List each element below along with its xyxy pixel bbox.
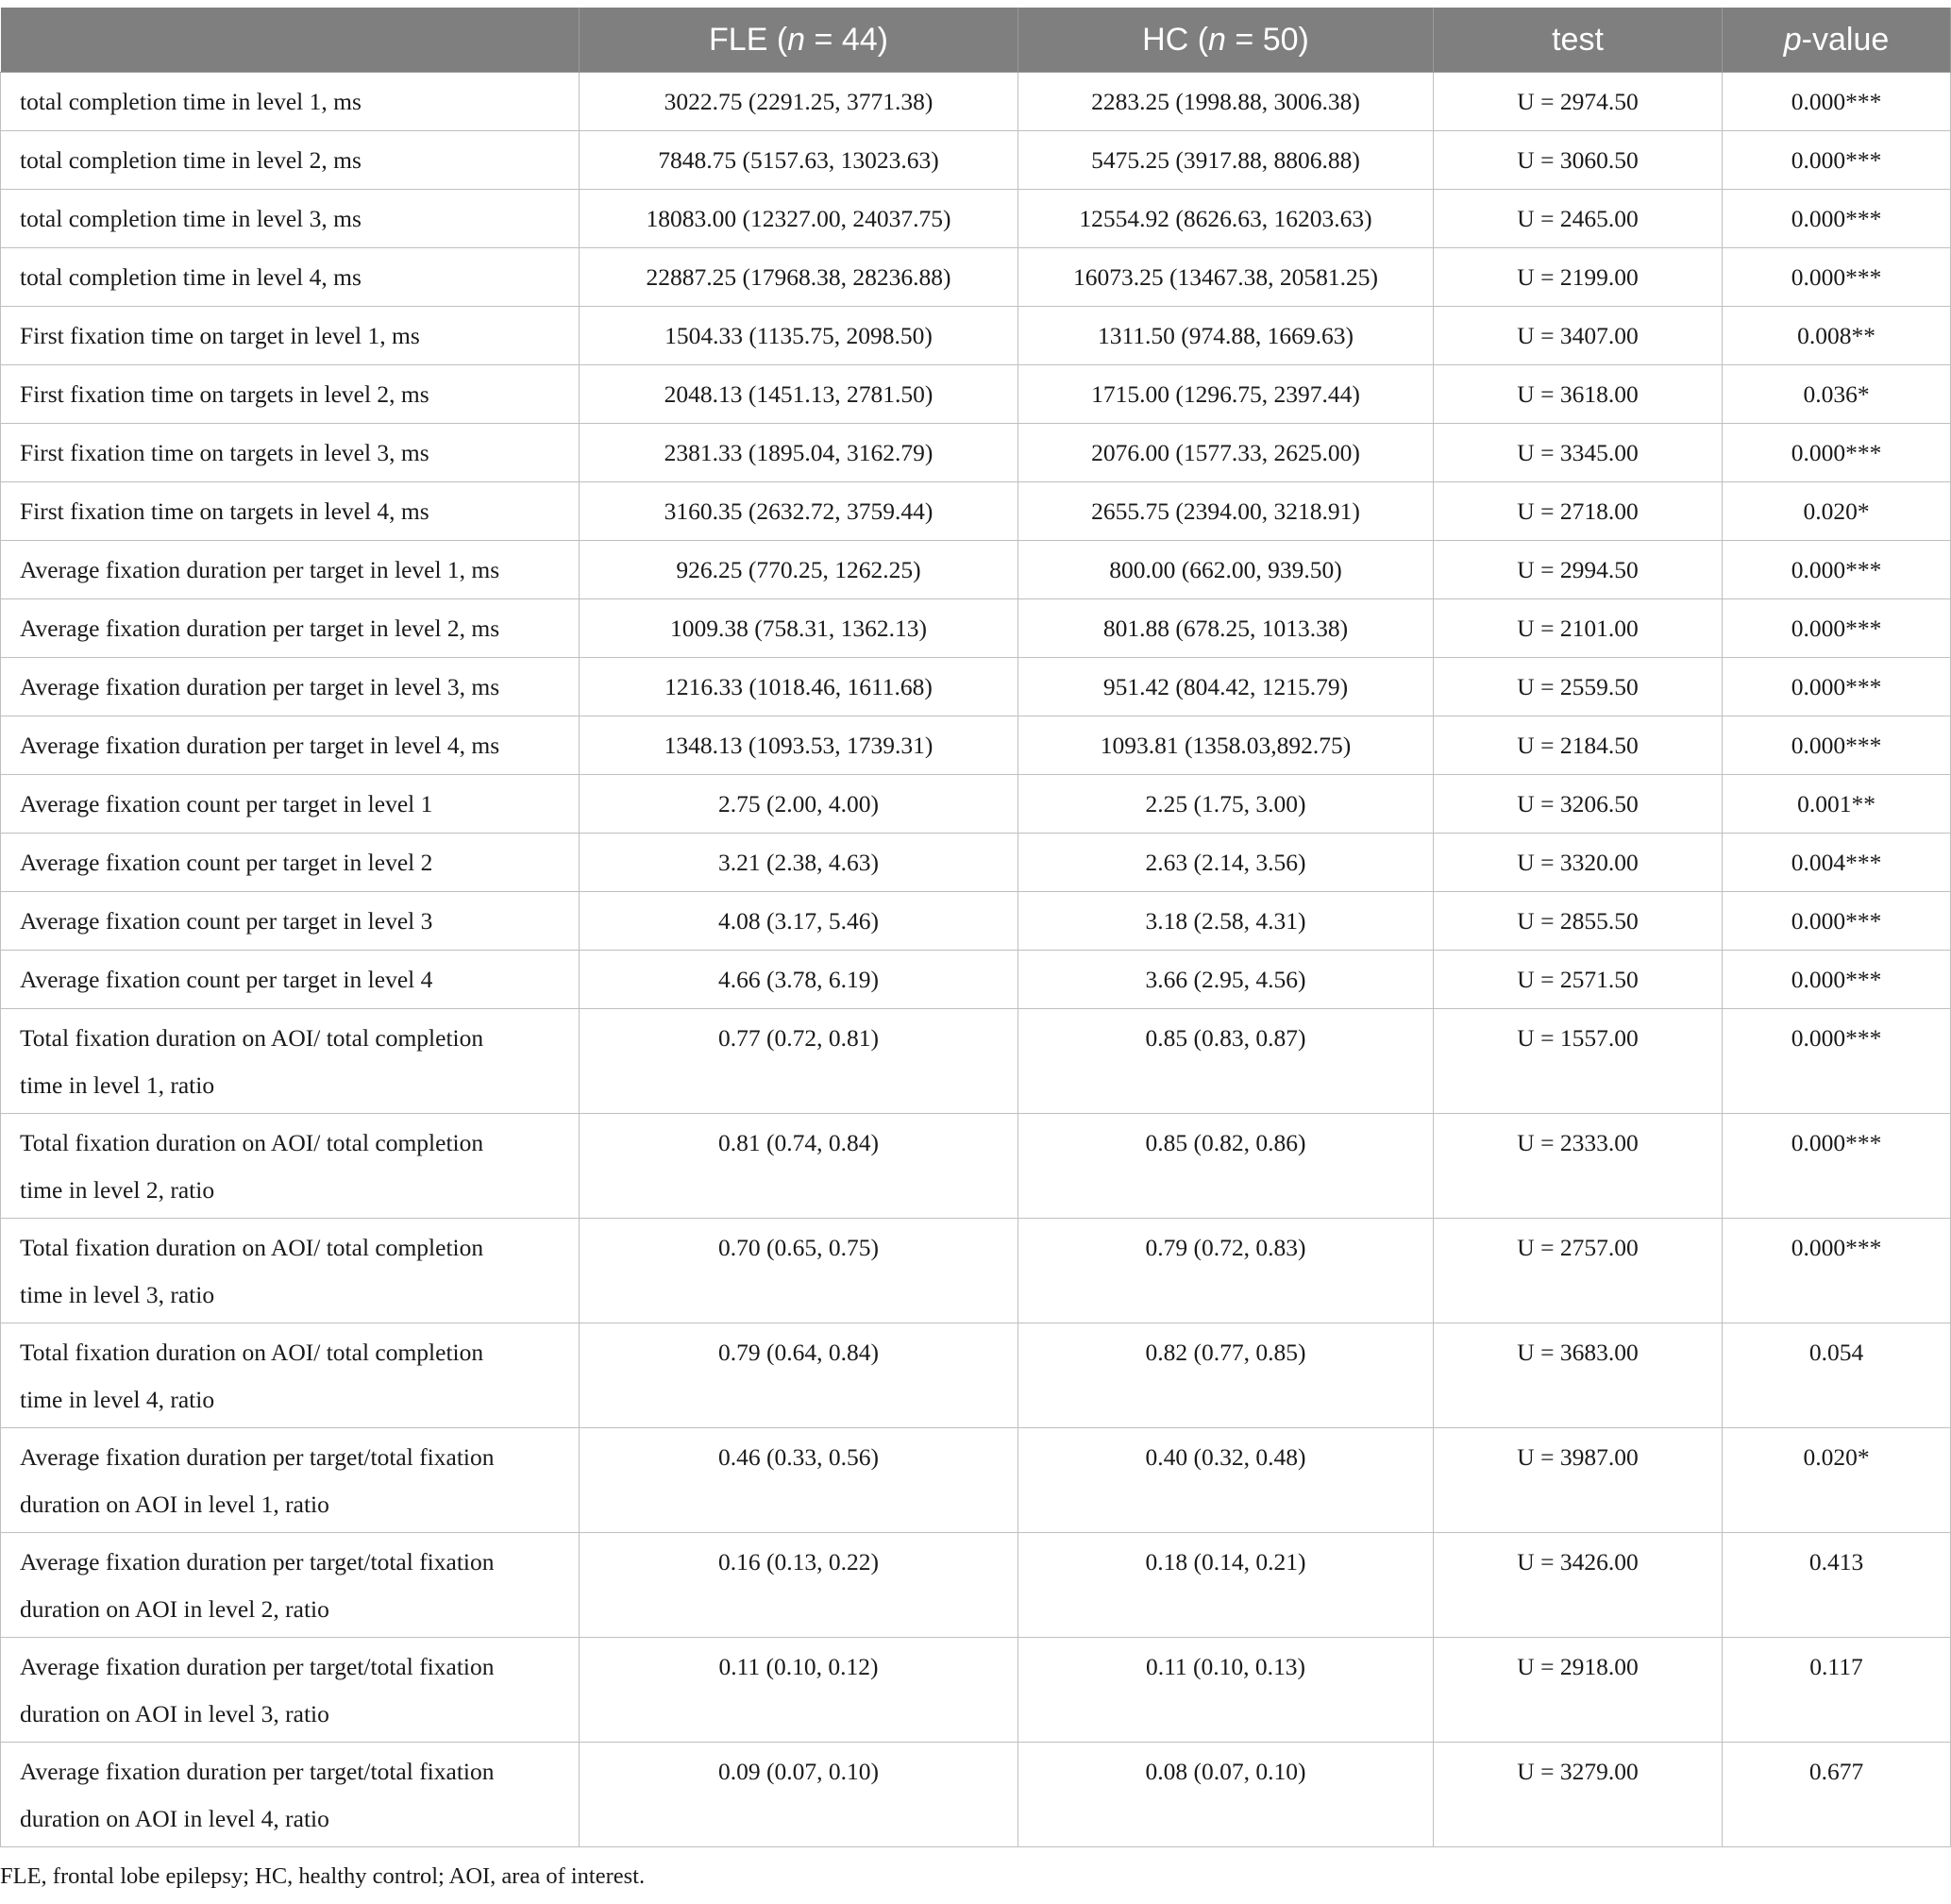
test-statistic: U = 3279.00 <box>1434 1743 1723 1847</box>
fle-value: 0.79 (0.64, 0.84) <box>580 1323 1018 1428</box>
p-value: 0.000*** <box>1723 190 1951 248</box>
fle-value: 0.16 (0.13, 0.22) <box>580 1533 1018 1638</box>
header-fle: FLE (n = 44) <box>580 8 1018 73</box>
table-row <box>1 1323 1951 1428</box>
table-footnote: FLE, frontal lobe epilepsy; HC, healthy control; AOI, area of interest. <box>0 1863 646 1889</box>
hc-value: 0.18 (0.14, 0.21) <box>1018 1533 1434 1638</box>
test-statistic: U = 3618.00 <box>1434 365 1723 424</box>
test-statistic: U = 2994.50 <box>1434 541 1723 599</box>
test-statistic: U = 2101.00 <box>1434 599 1723 658</box>
table-row <box>1 599 1951 658</box>
hc-value: 1093.81 (1358.03,892.75) <box>1018 716 1434 775</box>
fle-value: 2.75 (2.00, 4.00) <box>580 775 1018 834</box>
results-table <box>0 8 1951 1847</box>
fle-value: 2381.33 (1895.04, 3162.79) <box>580 424 1018 482</box>
row-label-line-1: Average fixation duration per target/total fixation <box>20 1653 495 1680</box>
header-measure <box>1 8 580 73</box>
row-label-line-1: Total fixation duration on AOI/ total completion <box>20 1024 484 1052</box>
test-statistic: U = 2184.50 <box>1434 716 1723 775</box>
p-value: 0.020* <box>1723 482 1951 541</box>
p-value: 0.000*** <box>1723 1219 1951 1323</box>
p-value: 0.004*** <box>1723 834 1951 892</box>
table-row <box>1 190 1951 248</box>
row-label <box>1 1219 580 1323</box>
hc-value: 12554.92 (8626.63, 16203.63) <box>1018 190 1434 248</box>
fle-value: 4.08 (3.17, 5.46) <box>580 892 1018 951</box>
row-label-line-2: duration on AOI in level 4, ratio <box>20 1805 329 1832</box>
row-label: First fixation time on targets in level 2, ms <box>1 365 580 424</box>
hc-value: 0.40 (0.32, 0.48) <box>1018 1428 1434 1533</box>
row-label <box>1 1638 580 1743</box>
p-value: 0.677 <box>1723 1743 1951 1847</box>
fle-value: 4.66 (3.78, 6.19) <box>580 951 1018 1009</box>
table-row <box>1 541 1951 599</box>
row-label: Average fixation count per target in level 2 <box>1 834 580 892</box>
fle-value: 1504.33 (1135.75, 2098.50) <box>580 307 1018 365</box>
fle-value: 18083.00 (12327.00, 24037.75) <box>580 190 1018 248</box>
p-value: 0.000*** <box>1723 658 1951 716</box>
row-label: First fixation time on targets in level 3, ms <box>1 424 580 482</box>
row-label: Average fixation duration per target in level 1, ms <box>1 541 580 599</box>
fle-value: 22887.25 (17968.38, 28236.88) <box>580 248 1018 307</box>
table-row <box>1 307 1951 365</box>
test-statistic: U = 3320.00 <box>1434 834 1723 892</box>
test-statistic: U = 3345.00 <box>1434 424 1723 482</box>
p-value: 0.001** <box>1723 775 1951 834</box>
row-label <box>1 1114 580 1219</box>
table-row <box>1 834 1951 892</box>
table-row <box>1 775 1951 834</box>
hc-value: 0.85 (0.83, 0.87) <box>1018 1009 1434 1114</box>
p-value: 0.117 <box>1723 1638 1951 1743</box>
table-row <box>1 1638 1951 1743</box>
p-value: 0.413 <box>1723 1533 1951 1638</box>
hc-value: 3.18 (2.58, 4.31) <box>1018 892 1434 951</box>
p-value: 0.000*** <box>1723 599 1951 658</box>
fle-value: 7848.75 (5157.63, 13023.63) <box>580 131 1018 190</box>
row-label-line-1: Average fixation duration per target/total fixation <box>20 1443 495 1471</box>
fle-value: 0.77 (0.72, 0.81) <box>580 1009 1018 1114</box>
p-value: 0.000*** <box>1723 248 1951 307</box>
table-row <box>1 424 1951 482</box>
p-value: 0.008** <box>1723 307 1951 365</box>
row-label-line-1: Total fixation duration on AOI/ total completion <box>20 1234 484 1261</box>
table-row <box>1 1428 1951 1533</box>
hc-value: 2283.25 (1998.88, 3006.38) <box>1018 73 1434 131</box>
fle-value: 1009.38 (758.31, 1362.13) <box>580 599 1018 658</box>
p-value: 0.000*** <box>1723 131 1951 190</box>
row-label-line-1: Total fixation duration on AOI/ total completion <box>20 1339 484 1366</box>
row-label: total completion time in level 3, ms <box>1 190 580 248</box>
header-p-value: p-value <box>1723 8 1951 73</box>
p-value: 0.000*** <box>1723 1009 1951 1114</box>
table-row <box>1 951 1951 1009</box>
row-label-line-2: time in level 1, ratio <box>20 1071 215 1099</box>
table-row <box>1 1743 1951 1847</box>
table-row <box>1 1533 1951 1638</box>
test-statistic: U = 3683.00 <box>1434 1323 1723 1428</box>
row-label <box>1 1533 580 1638</box>
fle-value: 3022.75 (2291.25, 3771.38) <box>580 73 1018 131</box>
row-label: First fixation time on targets in level 4, ms <box>1 482 580 541</box>
test-statistic: U = 2974.50 <box>1434 73 1723 131</box>
p-value: 0.000*** <box>1723 73 1951 131</box>
table-row <box>1 365 1951 424</box>
header-row <box>1 8 1951 73</box>
hc-value: 0.11 (0.10, 0.13) <box>1018 1638 1434 1743</box>
row-label: Average fixation duration per target in level 4, ms <box>1 716 580 775</box>
p-value: 0.000*** <box>1723 541 1951 599</box>
table-row <box>1 1009 1951 1114</box>
table-row <box>1 73 1951 131</box>
table-row <box>1 892 1951 951</box>
hc-value: 3.66 (2.95, 4.56) <box>1018 951 1434 1009</box>
hc-value: 801.88 (678.25, 1013.38) <box>1018 599 1434 658</box>
row-label: First fixation time on target in level 1, ms <box>1 307 580 365</box>
table-row <box>1 716 1951 775</box>
table-row <box>1 248 1951 307</box>
fle-value: 926.25 (770.25, 1262.25) <box>580 541 1018 599</box>
header-test: test <box>1434 8 1723 73</box>
p-value: 0.036* <box>1723 365 1951 424</box>
row-label: Average fixation count per target in level 4 <box>1 951 580 1009</box>
row-label: total completion time in level 4, ms <box>1 248 580 307</box>
test-statistic: U = 3206.50 <box>1434 775 1723 834</box>
row-label <box>1 1009 580 1114</box>
test-statistic: U = 2199.00 <box>1434 248 1723 307</box>
row-label: Average fixation duration per target in level 2, ms <box>1 599 580 658</box>
fle-value: 1348.13 (1093.53, 1739.31) <box>580 716 1018 775</box>
p-value: 0.000*** <box>1723 892 1951 951</box>
hc-value: 0.79 (0.72, 0.83) <box>1018 1219 1434 1323</box>
table-row <box>1 1114 1951 1219</box>
test-statistic: U = 2571.50 <box>1434 951 1723 1009</box>
row-label <box>1 1428 580 1533</box>
table-row <box>1 658 1951 716</box>
p-value: 0.000*** <box>1723 424 1951 482</box>
fle-value: 0.70 (0.65, 0.75) <box>580 1219 1018 1323</box>
row-label-line-1: Total fixation duration on AOI/ total completion <box>20 1129 484 1156</box>
row-label-line-2: time in level 2, ratio <box>20 1176 215 1204</box>
test-statistic: U = 2918.00 <box>1434 1638 1723 1743</box>
hc-value: 800.00 (662.00, 939.50) <box>1018 541 1434 599</box>
p-value: 0.000*** <box>1723 951 1951 1009</box>
row-label <box>1 1323 580 1428</box>
results-table-container <box>0 8 1950 1847</box>
hc-value: 1311.50 (974.88, 1669.63) <box>1018 307 1434 365</box>
test-statistic: U = 2559.50 <box>1434 658 1723 716</box>
fle-value: 1216.33 (1018.46, 1611.68) <box>580 658 1018 716</box>
fle-value: 3.21 (2.38, 4.63) <box>580 834 1018 892</box>
test-statistic: U = 3426.00 <box>1434 1533 1723 1638</box>
hc-value: 2655.75 (2394.00, 3218.91) <box>1018 482 1434 541</box>
row-label-line-2: time in level 4, ratio <box>20 1386 215 1413</box>
hc-value: 1715.00 (1296.75, 2397.44) <box>1018 365 1434 424</box>
fle-value: 0.46 (0.33, 0.56) <box>580 1428 1018 1533</box>
row-label: Average fixation count per target in level 1 <box>1 775 580 834</box>
test-statistic: U = 2718.00 <box>1434 482 1723 541</box>
test-statistic: U = 1557.00 <box>1434 1009 1723 1114</box>
row-label: total completion time in level 1, ms <box>1 73 580 131</box>
table-row <box>1 482 1951 541</box>
hc-value: 2.63 (2.14, 3.56) <box>1018 834 1434 892</box>
hc-value: 0.85 (0.82, 0.86) <box>1018 1114 1434 1219</box>
hc-value: 2.25 (1.75, 3.00) <box>1018 775 1434 834</box>
test-statistic: U = 3987.00 <box>1434 1428 1723 1533</box>
fle-value: 3160.35 (2632.72, 3759.44) <box>580 482 1018 541</box>
test-statistic: U = 2333.00 <box>1434 1114 1723 1219</box>
p-value: 0.000*** <box>1723 1114 1951 1219</box>
test-statistic: U = 3060.50 <box>1434 131 1723 190</box>
hc-value: 0.82 (0.77, 0.85) <box>1018 1323 1434 1428</box>
row-label: Average fixation duration per target in level 3, ms <box>1 658 580 716</box>
test-statistic: U = 2465.00 <box>1434 190 1723 248</box>
row-label-line-2: duration on AOI in level 3, ratio <box>20 1700 329 1727</box>
row-label-line-2: time in level 3, ratio <box>20 1281 215 1308</box>
fle-value: 0.09 (0.07, 0.10) <box>580 1743 1018 1847</box>
row-label <box>1 1743 580 1847</box>
p-value: 0.054 <box>1723 1323 1951 1428</box>
test-statistic: U = 2855.50 <box>1434 892 1723 951</box>
row-label: total completion time in level 2, ms <box>1 131 580 190</box>
row-label-line-1: Average fixation duration per target/total fixation <box>20 1548 495 1575</box>
row-label-line-2: duration on AOI in level 2, ratio <box>20 1595 329 1623</box>
test-statistic: U = 3407.00 <box>1434 307 1723 365</box>
row-label-line-1: Average fixation duration per target/total fixation <box>20 1758 495 1785</box>
fle-value: 2048.13 (1451.13, 2781.50) <box>580 365 1018 424</box>
hc-value: 5475.25 (3917.88, 8806.88) <box>1018 131 1434 190</box>
hc-value: 2076.00 (1577.33, 2625.00) <box>1018 424 1434 482</box>
test-statistic: U = 2757.00 <box>1434 1219 1723 1323</box>
p-value: 0.020* <box>1723 1428 1951 1533</box>
hc-value: 0.08 (0.07, 0.10) <box>1018 1743 1434 1847</box>
hc-value: 16073.25 (13467.38, 20581.25) <box>1018 248 1434 307</box>
hc-value: 951.42 (804.42, 1215.79) <box>1018 658 1434 716</box>
header-hc: HC (n = 50) <box>1018 8 1434 73</box>
fle-value: 0.11 (0.10, 0.12) <box>580 1638 1018 1743</box>
fle-value: 0.81 (0.74, 0.84) <box>580 1114 1018 1219</box>
row-label: Average fixation count per target in level 3 <box>1 892 580 951</box>
table-row <box>1 1219 1951 1323</box>
p-value: 0.000*** <box>1723 716 1951 775</box>
table-row <box>1 131 1951 190</box>
row-label-line-2: duration on AOI in level 1, ratio <box>20 1491 329 1518</box>
